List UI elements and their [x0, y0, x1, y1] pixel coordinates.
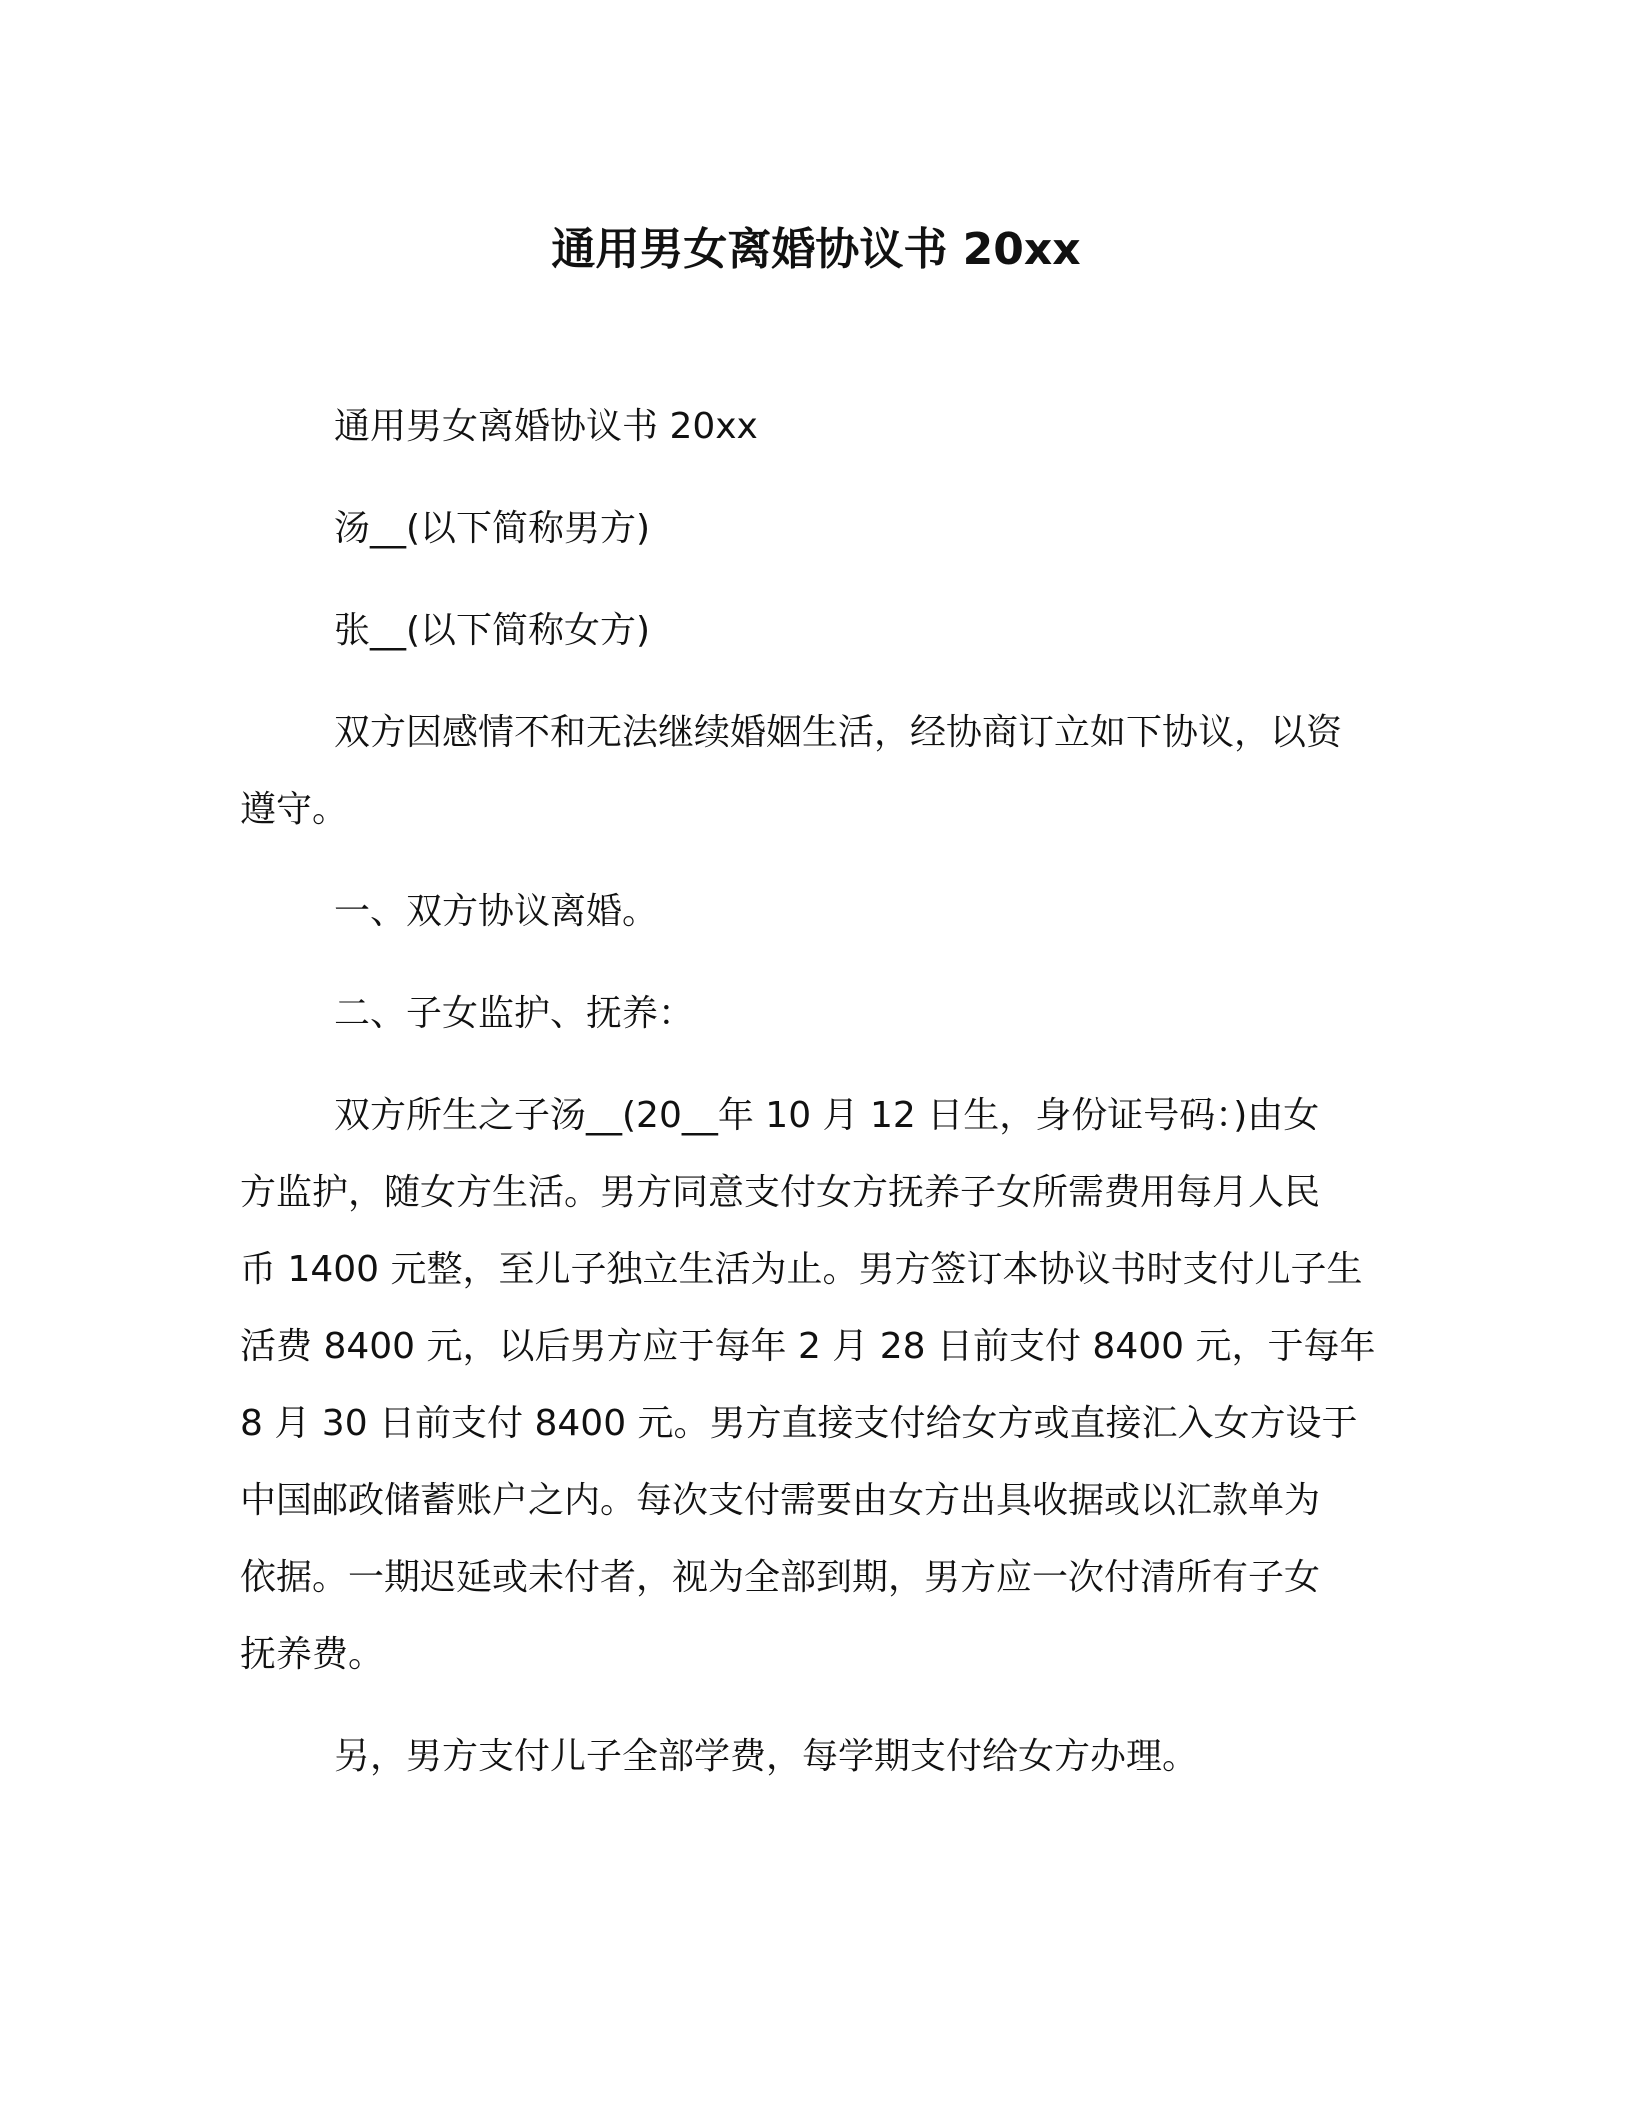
paragraph-female-party: 张__(以下简称女方)	[334, 610, 651, 651]
text-line: 依据。一期迟延或未付者，视为全部到期，男方应一次付清所有子女	[240, 1557, 1321, 1598]
document-title: 通用男女离婚协议书 20xx	[551, 224, 1081, 275]
paragraph-child-support	[240, 1077, 1385, 1693]
text-line: 遵守。	[240, 789, 349, 830]
paragraph-tuition: 另，男方支付儿子全部学费，每学期支付给女方办理。	[334, 1736, 1199, 1777]
text-line: 抚养费。	[240, 1634, 385, 1675]
text-line: 中国邮政储蓄账户之内。每次支付需要由女方出具收据或以汇款单为	[240, 1480, 1321, 1521]
paragraph-heading: 通用男女离婚协议书 20xx	[334, 406, 758, 447]
paragraph-preamble	[240, 694, 1385, 848]
document-body	[240, 388, 1385, 1795]
text-line: 8 月 30 日前支付 8400 元。男方直接支付给女方或直接汇入女方设于	[240, 1403, 1358, 1444]
paragraph-male-party: 汤__(以下简称男方)	[334, 508, 651, 549]
text-line: 双方所生之子汤__(20__年 10 月 12 日生，身份证号码：)由女	[334, 1095, 1320, 1136]
text-line: 方监护，随女方生活。男方同意支付女方抚养子女所需费用每月人民	[240, 1172, 1321, 1213]
paragraph-clause-1: 一、双方协议离婚。	[334, 891, 659, 932]
text-line: 双方因感情不和无法继续婚姻生活，经协商订立如下协议，以资	[334, 712, 1343, 753]
paragraph-clause-2: 二、子女监护、抚养：	[334, 993, 695, 1034]
text-line: 活费 8400 元，以后男方应于每年 2 月 28 日前支付 8400 元，于每年	[240, 1326, 1376, 1367]
text-line: 币 1400 元整，至儿子独立生活为止。男方签订本协议书时支付儿子生	[240, 1249, 1363, 1290]
